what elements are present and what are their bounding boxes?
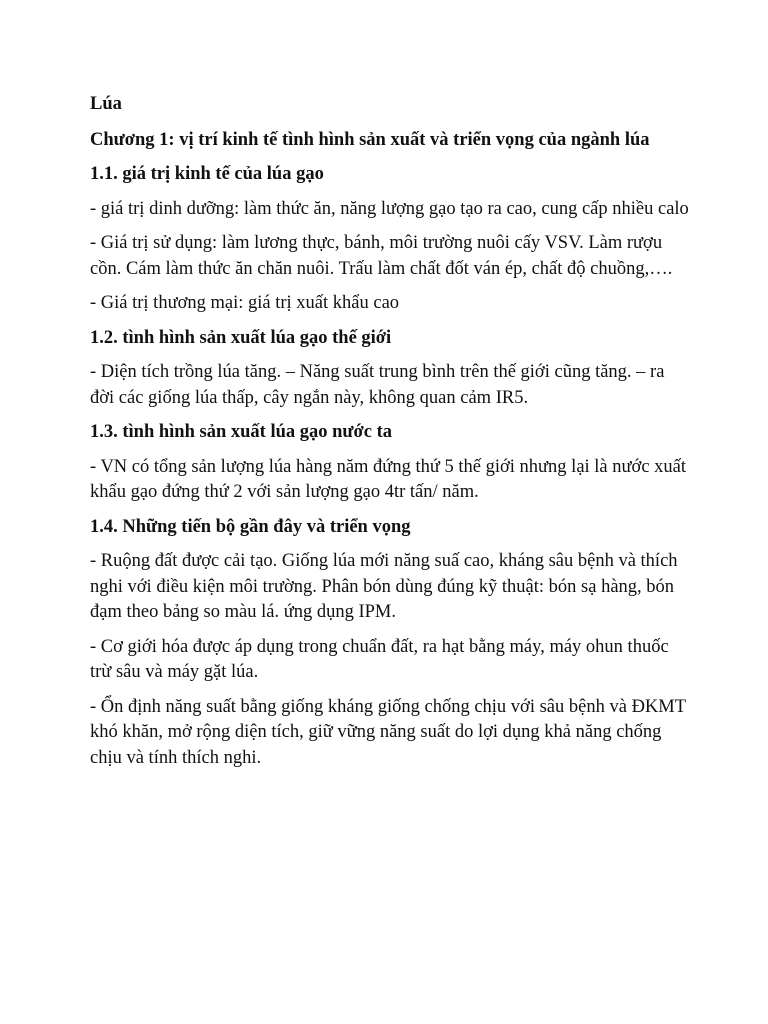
paragraph: - Giá trị sử dụng: làm lương thực, bánh, môi trường nuôi cấy VSV. Làm rượu cồn. Cám làm thức ăn chăn nuôi. Trấu làm chất đốt ván ép, chất độ chuồng,…. <box>90 233 673 279</box>
paragraph: - Giá trị thương mại: giá trị xuất khẩu cao <box>90 293 400 313</box>
document-title: Lúa <box>90 94 122 114</box>
paragraph: - Ruộng đất được cải tạo. Giống lúa mới năng suấ cao, kháng sâu bệnh và thích nghi với điều kiện môi trường. Phân bón dùng đúng kỹ thuật: bón sạ hàng, bón đạm theo bảng so màu lá. ứng dụng IPM. <box>90 551 678 622</box>
paragraph: - giá trị dinh dưỡng: làm thức ăn, năng lượng gạo tạo ra cao, cung cấp nhiều calo <box>90 198 689 219</box>
paragraph: - VN có tổng sản lượng lúa hàng năm đứng thứ 5 thế giới nhưng lại là nước xuất khẩu gạo đứng thứ 2 với sản lượng gạo 4tr tấn/ năm. <box>90 456 687 502</box>
section-heading-1-2: 1.2. tình hình sản xuất lúa gạo thế giới <box>90 327 392 348</box>
section-heading-1-1: 1.1. giá trị kinh tế của lúa gạo <box>90 164 324 184</box>
paragraph: - Ổn định năng suất bằng giống kháng giống chống chịu với sâu bệnh và ĐKMT khó khăn, mở rộng diện tích, giữ vững năng suất do lợi dụng khả năng chống chịu và tính thích nghi. <box>90 696 686 768</box>
chapter-title: Chương 1: vị trí kinh tế tình hình sản xuất và triển vọng của ngành lúa <box>90 129 650 150</box>
section-heading-1-4: 1.4. Những tiến bộ gần đây và triển vọng <box>90 516 411 537</box>
section-heading-1-3: 1.3. tình hình sản xuất lúa gạo nước ta <box>90 422 393 442</box>
document-page <box>90 92 690 780</box>
paragraph: - Cơ giới hóa được áp dụng trong chuẩn đất, ra hạt bằng máy, máy ohun thuốc trừ sâu và máy gặt lúa. <box>90 636 669 682</box>
paragraph: - Diện tích trồng lúa tăng. – Năng suất trung bình trên thế giới cũng tăng. – ra đời các giống lúa thấp, cây ngắn này, không quan cảm IR5. <box>90 362 665 408</box>
